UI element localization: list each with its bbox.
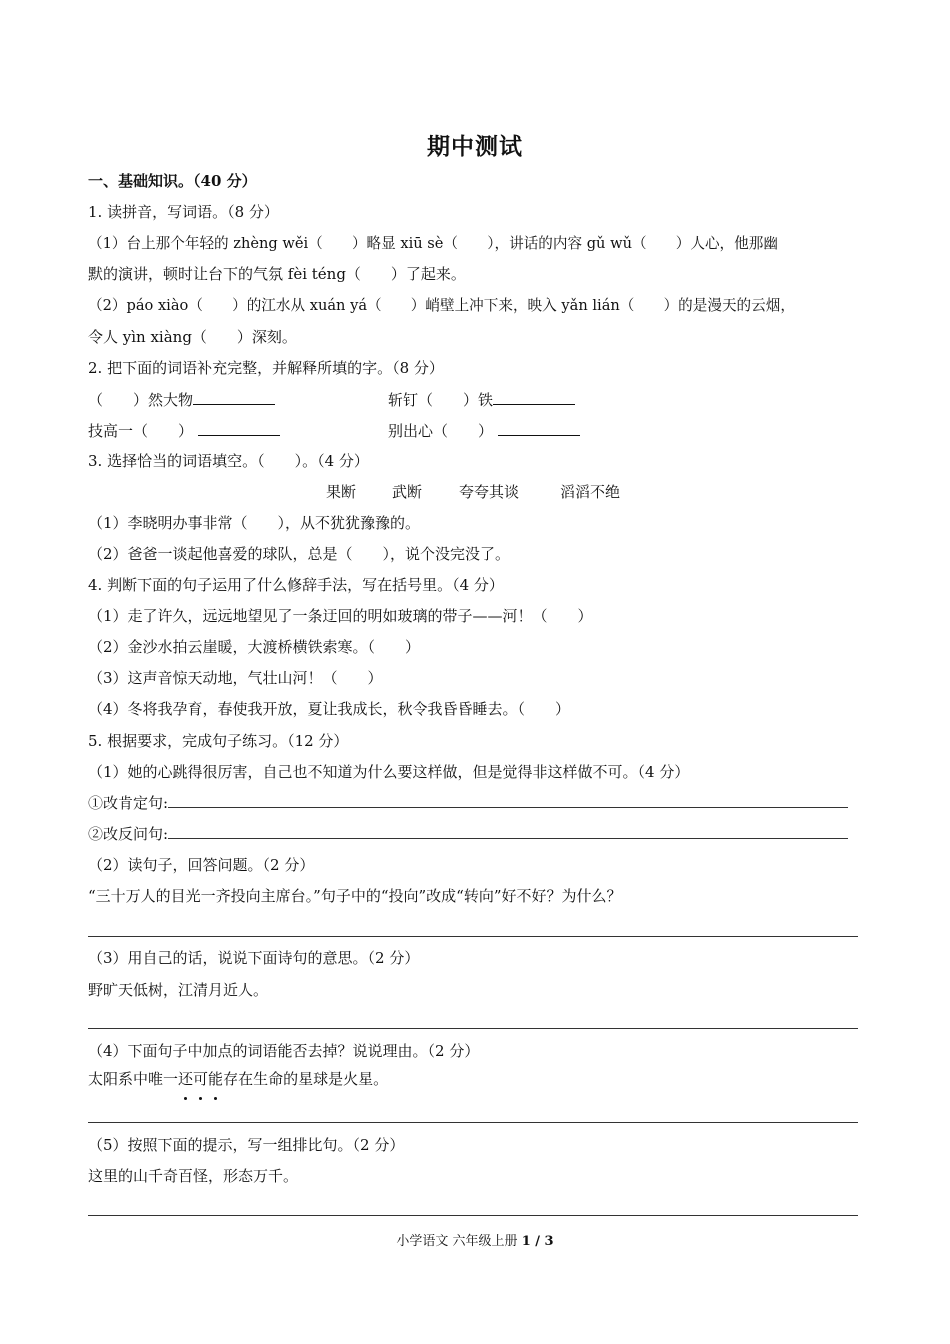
q5-part4-text [88, 1069, 388, 1089]
word-option: 滔滔不绝 [560, 483, 621, 501]
q5-part3: （3）用自己的话，说说下面诗句的意思。（2 分） [88, 949, 420, 967]
q3-sentence-1: （1）李晓明办事非常（ ），从不犹犹豫豫的。 [88, 514, 421, 532]
emphasis-dot [214, 1097, 217, 1100]
q1-p2-line1: （2）páo xiào（ ）的江水从 xuán yá（ ）峭壁上冲下来，映入 yǎn lián（ ）的是漫天的云烟， [88, 297, 795, 314]
word-option: 武断 [392, 483, 423, 501]
q5-part1-b [88, 824, 848, 844]
q2-item-text: 技高一（ ） [88, 422, 194, 440]
q5-heading: 5. 根据要求，完成句子练习。（12 分） [88, 732, 349, 750]
q5-part4: （4）下面句子中加点的词语能否去掉？说说理由。（2 分） [88, 1042, 480, 1060]
q4-sentence-1: （1）走了许久，远远地望见了一条迂回的明如玻璃的带子——河！（ ） [88, 607, 593, 625]
footer-label: 小学语文 六年级上册 [396, 1234, 522, 1249]
q1-p1-line1: （1）台上那个年轻的 zhèng wěi（ ）略显 xiū sè（ ），讲话的内容 gǔ wǔ（ ）人心，他那幽 [88, 235, 778, 252]
answer-line[interactable] [168, 824, 848, 839]
q5-part2-text: “三十万人的目光一齐投向主席台。”句子中的“投向”改成“转向”好不好？为什么？ [88, 887, 622, 905]
q2-item [88, 389, 275, 410]
answer-blank[interactable] [193, 389, 275, 405]
page-title: 期中测试 [427, 133, 523, 160]
q5-part1-b-label: ②改反问句: [88, 825, 169, 843]
page-footer [0, 1230, 950, 1249]
emphasis-char [178, 1069, 193, 1089]
answer-line[interactable] [88, 1215, 858, 1216]
emphasis-char [193, 1069, 208, 1089]
section-heading: 一、基础知识。（40 分） [88, 172, 257, 190]
page-number: 1 / 3 [521, 1234, 554, 1249]
emphasis-char-text: 可 [193, 1070, 209, 1088]
emphasis-char-text: 还 [178, 1070, 194, 1088]
q2-item [88, 420, 280, 441]
q4-sentence-4: （4）冬将我孕育，春使我开放，夏让我成长，秋令我昏昏睡去。（ ） [88, 700, 571, 718]
emphasis-char [208, 1069, 223, 1089]
emphasis-char-text: 能 [208, 1070, 224, 1088]
answer-blank[interactable] [198, 420, 280, 436]
q2-item-text: 别出心（ ） [388, 422, 494, 440]
q2-heading: 2. 把下面的词语补充完整，并解释所填的字。（8 分） [88, 359, 444, 377]
q3-sentence-2: （2）爸爸一谈起他喜爱的球队，总是（ ），说个没完没了。 [88, 545, 511, 563]
q5-part4-text-after: 存在生命的星球是火星。 [223, 1070, 389, 1088]
q1-p1-line2: 默的演讲，顿时让台下的气氛 fèi téng（ ）了起来。 [88, 265, 466, 283]
q1-p2-line2: 令人 yìn xiàng（ ）深刻。 [88, 328, 297, 346]
q5-part3-text: 野旷天低树，江清月近人。 [88, 981, 269, 999]
answer-blank[interactable] [498, 420, 580, 436]
emphasis-dot [184, 1097, 187, 1100]
word-option: 果断 [326, 483, 357, 501]
q2-item [388, 420, 580, 441]
answer-line[interactable] [168, 793, 848, 808]
q1-heading: 1. 读拼音，写词语。（8 分） [88, 203, 279, 221]
q2-item-text: 斩钉（ ）铁 [388, 391, 494, 409]
q4-sentence-2: （2）金沙水拍云崖暖，大渡桥横铁索寒。（ ） [88, 638, 421, 656]
q4-heading: 4. 判断下面的句子运用了什么修辞手法，写在括号里。（4 分） [88, 576, 504, 594]
answer-line[interactable] [88, 936, 858, 937]
answer-line[interactable] [88, 1028, 858, 1029]
answer-line[interactable] [88, 1122, 858, 1123]
q5-part5-text: 这里的山千奇百怪，形态万千。 [88, 1167, 299, 1185]
q5-part1-a-label: ①改肯定句: [88, 794, 169, 812]
word-option: 夸夸其谈 [459, 483, 520, 501]
q3-heading: 3. 选择恰当的词语填空。（ ）。（4 分） [88, 452, 369, 470]
q5-part1: （1）她的心跳得很厉害，自己也不知道为什么要这样做，但是觉得非这样做不可。（4 分） [88, 763, 690, 781]
q4-sentence-3: （3）这声音惊天动地，气壮山河！（ ） [88, 669, 383, 687]
emphasis-dot [199, 1097, 202, 1100]
q5-part5: （5）按照下面的提示，写一组排比句。（2 分） [88, 1136, 405, 1154]
q2-item [388, 389, 575, 410]
q5-part1-a [88, 793, 848, 813]
q5-part4-text-before: 太阳系中唯一 [88, 1070, 179, 1088]
answer-blank[interactable] [493, 389, 575, 405]
q5-part2: （2）读句子，回答问题。（2 分） [88, 856, 315, 874]
q2-item-text: （ ）然大物 [88, 391, 194, 409]
